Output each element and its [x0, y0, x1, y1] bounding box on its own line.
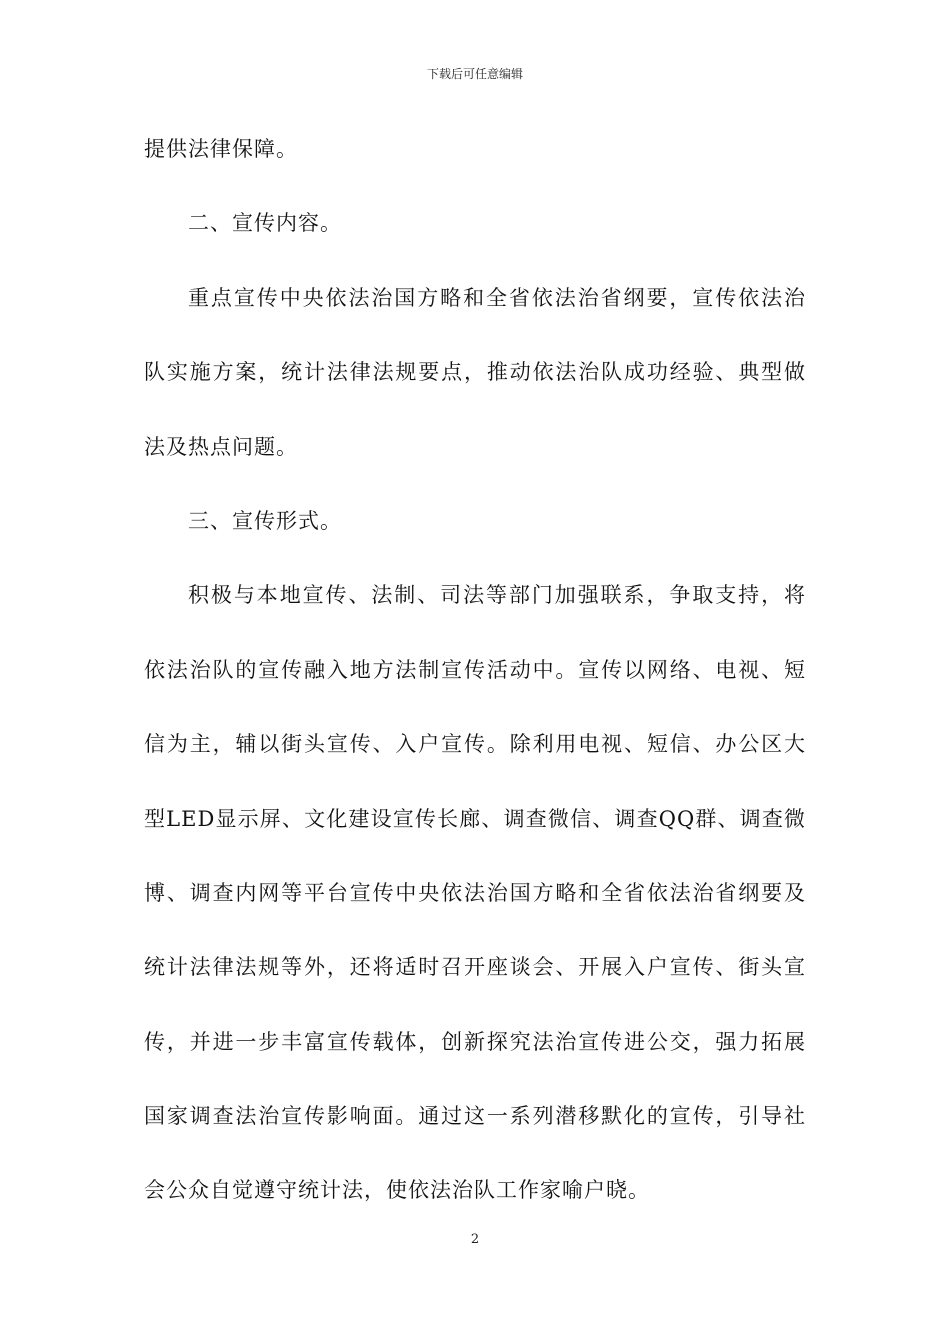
section-heading: 三、宣传形式。 [188, 508, 342, 533]
paragraph-line: 会公众自觉遵守统计法，使依法治队工作家喻户晓。 [144, 1178, 650, 1203]
paragraph-line: 传，并进一步丰富宣传载体，创新探究法治宣传进公交，强力拓展 [144, 1029, 806, 1054]
paragraph-line: 信为主，辅以街头宣传、入户宣传。除利用电视、短信、办公区大 [144, 732, 806, 757]
paragraph-line: 提供法律保障。 [144, 137, 298, 161]
paragraph-line: 积极与本地宣传、法制、司法等部门加强联系，争取支持，将 [188, 583, 806, 608]
paragraph-line: 博、调查内网等平台宣传中央依法治国方略和全省依法治省纲要及 [144, 880, 806, 905]
page-number: 2 [470, 1232, 480, 1247]
document-body [144, 125, 806, 1241]
paragraph-line: 统计法律法规等外，还将适时召开座谈会、开展入户宣传、街头宣 [144, 955, 806, 980]
paragraph-line: 法及热点问题。 [144, 434, 298, 459]
paragraph-line: 队实施方案，统计法律法规要点，推动依法治队成功经验、典型做 [144, 360, 806, 385]
paragraph-line: 重点宣传中央依法治国方略和全省依法治省纲要，宣传依法治 [188, 285, 806, 310]
section-heading: 二、宣传内容。 [188, 211, 342, 236]
paragraph-line: 型LED显示屏、文化建设宣传长廊、调查微信、调查QQ群、调查微 [144, 806, 806, 831]
page-header: 下载后可任意编辑 [426, 67, 523, 81]
paragraph-line: 国家调查法治宣传影响面。通过这一系列潜移默化的宣传，引导社 [144, 1104, 806, 1129]
paragraph-line: 依法治队的宣传融入地方法制宣传活动中。宣传以网络、电视、短 [144, 657, 806, 682]
